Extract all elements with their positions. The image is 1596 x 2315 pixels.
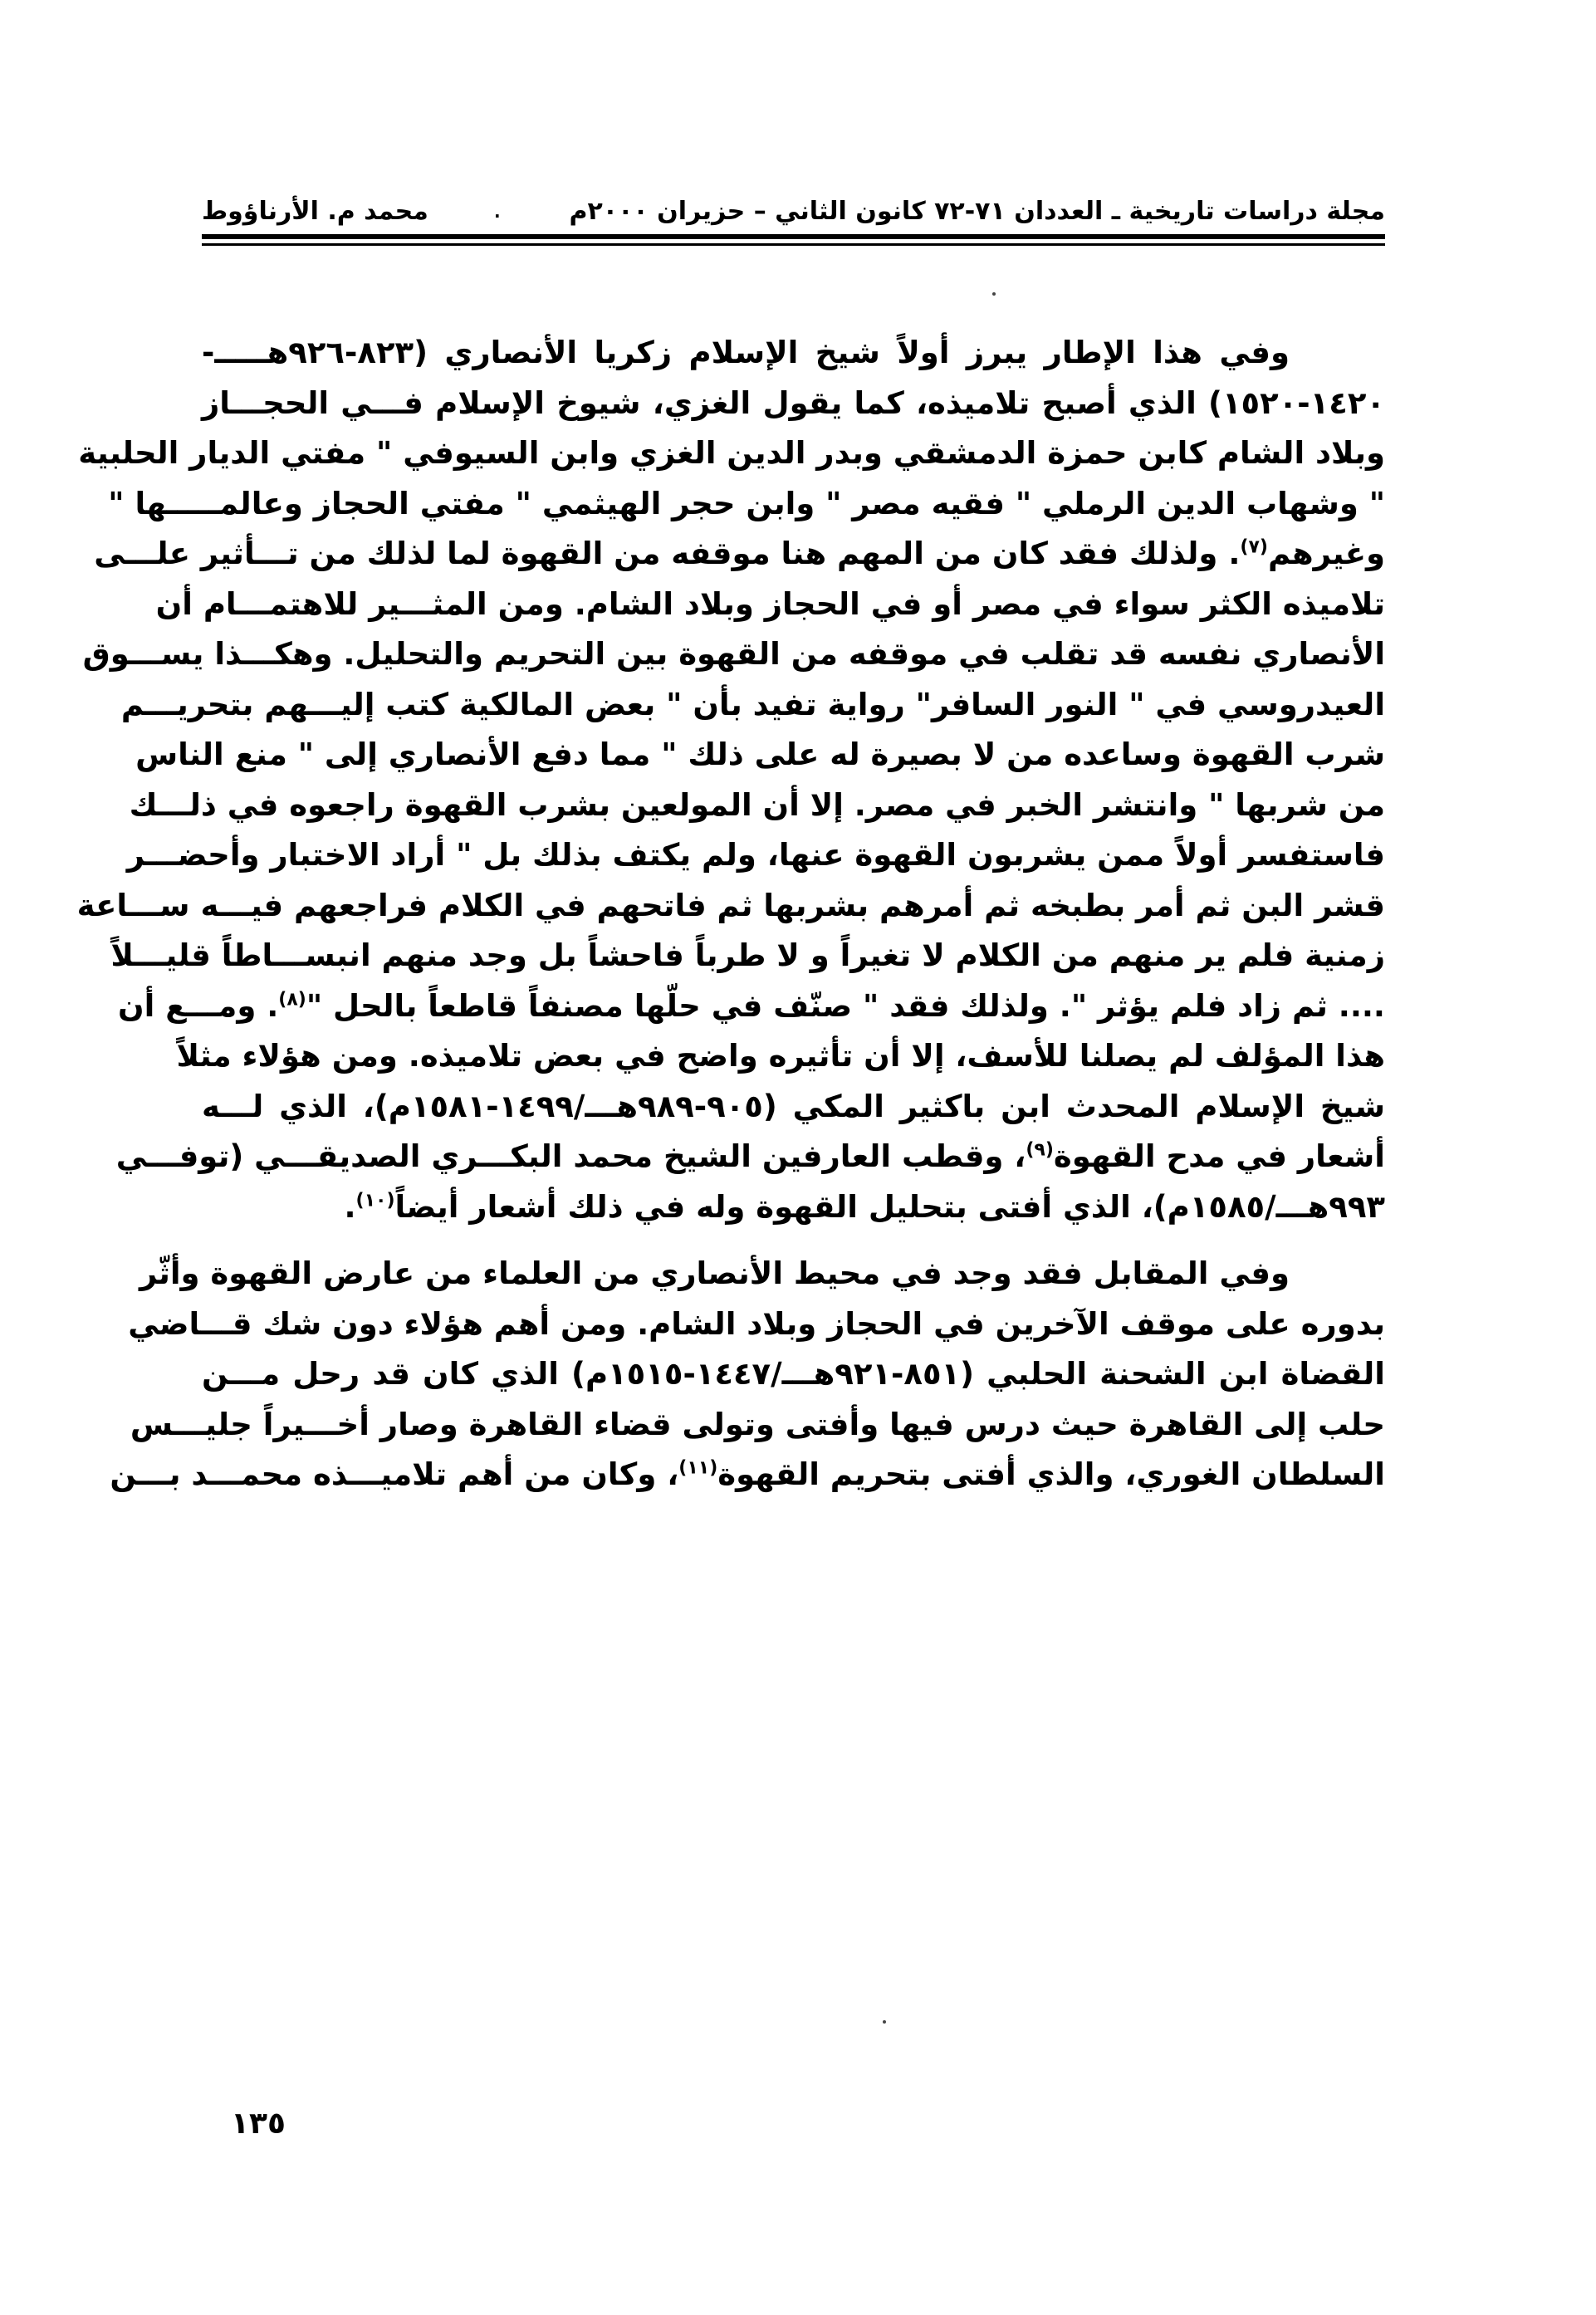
line-text: ، وكان من أهم تلاميـــذه محمـــد بـــن [110,1456,679,1492]
line-text: . [344,1188,356,1225]
text-line [118,981,1385,1032]
text-line [202,1182,1385,1233]
text-line: شرب القهوة وساعده من لا بصيرة له على ذلك " مما دفع الأنصاري إلى " منع الناس [135,737,1385,772]
text-line [110,1450,1385,1500]
line-text: ٩٩٣هـــ/١٥٨٥م)، الذي أفتى بتحليل القهوة وله في ذلك أشعار أيضاً [394,1188,1385,1225]
header-rule-thick [202,234,1385,239]
text-line: بدوره على موقف الآخرين في الحجاز وبلاد الشام. ومن أهم هؤلاء دون شك قـــاضي [128,1305,1385,1342]
line-text: ، وقطب العارفين الشيخ محمد البكـــري الصديقـــي (توفـــي [115,1138,1026,1174]
footnote-marker[interactable]: (٩) [1026,1139,1054,1161]
text-line: هذا المؤلف لم يصلنا للأسف، إلا أن تأثيره واضح في بعض تلاميذه. ومن هؤلاء مثلاً [176,1038,1385,1074]
text-line: فاستفسر أولاً ممن يشربون القهوة عنها، ولم يكتف بذلك بل " أراد الاختبار وأحضـــر [126,837,1385,873]
text-line: شيخ الإسلام المحدث ابن باكثير المكي (٩٠٥-٩٨٩هـــ/١٤٩٩-١٥٨١م)، الذي لـــه [202,1088,1386,1124]
footnote-marker[interactable]: (٨) [278,989,306,1011]
text-line: وفي المقابل فقد وجد في محيط الأنصاري من العلماء من عارض القهوة وأثّر [139,1255,1290,1291]
text-line: قشر البن ثم أمر بطبخه ثم أمرهم بشربها ثم فاتحهم في الكلام فراجعهم فيـــه ســـاعة [76,887,1385,923]
text-line: ١٤٢٠-١٥٢٠) الذي أصبح تلاميذه، كما يقول الغزي، شيوخ الإسلام فـــي الحجـــاز [202,384,1385,421]
text-line: تلاميذه الكثر سواء في مصر أو في الحجاز وبلاد الشام. ومن المثـــير للاهتمـــام أن [155,585,1385,622]
text-line: وبلاد الشام كابن حمزة الدمشقي وبدر الدين الغزي وابن السيوفي " مفتي الديار الحلبية [78,435,1385,471]
paragraph [76,328,1386,1232]
header-separator: . [494,202,501,222]
line-text: السلطان الغوري، والذي أفتى بتحريم القهوة [717,1456,1385,1492]
text-line: القضاة ابن الشحنة الحلبي (٨٥١-٩٢١هـــ/١٤٤٧-١٥١٥م) الذي كان قد رحل مـــن [202,1356,1385,1392]
article-body [76,328,1386,1500]
text-line: وفي هذا الإطار يبرز أولاً شيخ الإسلام زكريا الأنصاري (٨٢٣-٩٢٦هـــــ- [202,335,1290,370]
footnote-marker[interactable]: (٧) [1240,536,1268,558]
footnote-marker[interactable]: (١١) [678,1457,718,1479]
journal-citation: مجلة دراسات تاريخية ـ العددان ٧١-٧٢ كانون الثاني – حزيران ٢٠٠٠م [569,197,1385,226]
paragraph [110,1249,1385,1500]
scan-speck [992,292,996,296]
running-header [202,193,1385,231]
text-line: حلب إلى القاهرة حيث درس فيها وأفتى وتولى قضاء القاهرة وصار أخـــيراً جليـــس [130,1406,1385,1442]
line-text: أشعار في مدح القهوة [1053,1138,1385,1174]
text-line: " وشهاب الدين الرملي " فقيه مصر " وابن حجر الهيثمي " مفتي الحجاز وعالمـــــها " [108,485,1385,521]
text-line: زمنية فلم ير منهم من الكلام لا تغيراً و لا طرباً فاحشاً بل وجد منهم انبســـاطاً قليـــلاً [110,937,1385,973]
page-number: ١٣٥ [231,2107,286,2141]
footnote-marker[interactable]: (١٠) [355,1190,395,1211]
author-name: محمد م. الأرناؤوط [202,197,428,226]
text-line: من شربها " وانتشر الخبر في مصر. إلا أن المولعين بشرب القهوة راجعوه في ذلـــك [129,786,1385,823]
header-rule-thin [202,243,1385,246]
text-line: العيدروسي في " النور السافر" رواية تفيد بأن " بعض المالكية كتب إليـــهم بتحريـــم [120,686,1385,722]
text-line: الأنصاري نفسه قد تقلب في موقفه من القهوة بين التحريم والتحليل. وهكـــذا يســـوق [82,636,1385,672]
text-line [115,1132,1385,1182]
text-line [94,529,1385,580]
line-text: وغيرهم [1267,536,1385,571]
line-text: .... ثم زاد فلم يؤثر ". ولذلك فقد " صنّف في حلّها مصنفاً قاطعاً بالحل " [306,987,1385,1024]
scan-speck [883,2020,886,2024]
line-text: . ومـــع أن [118,987,279,1024]
line-text: . ولذلك فقد كان من المهم هنا موقفه من القهوة لما لذلك من تـــأثير علـــى [94,536,1241,571]
